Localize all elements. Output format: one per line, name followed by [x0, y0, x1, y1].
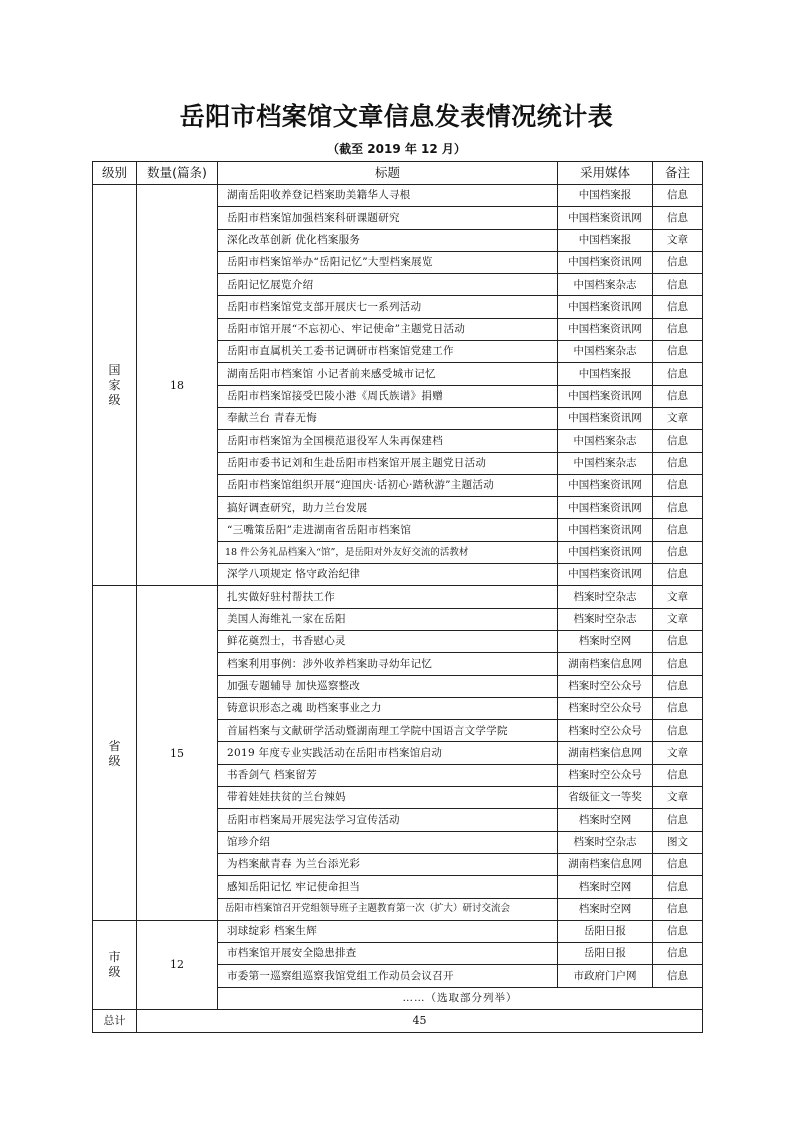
article-title-cell: 岳阳市档案馆为全国模范退役军人朱再保建档: [218, 430, 558, 452]
note-cell: 文章: [653, 608, 703, 630]
article-title-cell: 岳阳记忆展览介绍: [218, 274, 558, 296]
note-cell: 信息: [653, 564, 703, 586]
media-cell: 中国档案杂志: [558, 341, 653, 363]
media-cell: 档案时空网: [558, 898, 653, 920]
article-title-cell: 为档案献青春 为兰台添光彩: [218, 853, 558, 875]
media-cell: 岳阳日报: [558, 943, 653, 965]
header-count: 数量(篇条): [137, 162, 218, 185]
note-cell: 信息: [653, 809, 703, 831]
media-cell: 中国档案资讯网: [558, 385, 653, 407]
article-title-cell: 首届档案与文献研学活动暨湖南理工学院中国语言文学学院: [218, 720, 558, 742]
article-title-cell: 扎实做好驻村帮扶工作: [218, 586, 558, 608]
media-cell: 中国档案资讯网: [558, 497, 653, 519]
table-row: [93, 920, 703, 942]
article-title-cell: 市委第一巡察组巡察我馆党组工作动员会议召开: [218, 965, 558, 987]
article-title-cell: 馆珍介绍: [218, 831, 558, 853]
media-cell: 档案时空杂志: [558, 831, 653, 853]
media-cell: 档案时空杂志: [558, 608, 653, 630]
note-cell: 信息: [653, 251, 703, 273]
media-cell: 中国档案杂志: [558, 274, 653, 296]
note-cell: 文章: [653, 229, 703, 251]
note-cell: 信息: [653, 697, 703, 719]
note-cell: 信息: [653, 185, 703, 207]
media-cell: 档案时空网: [558, 630, 653, 652]
media-cell: 中国档案资讯网: [558, 296, 653, 318]
note-cell: 信息: [653, 898, 703, 920]
note-cell: 信息: [653, 519, 703, 541]
table-row: [93, 586, 703, 608]
article-title-cell: 市档案馆开展安全隐患排查: [218, 943, 558, 965]
note-cell: 信息: [653, 430, 703, 452]
note-cell: 信息: [653, 497, 703, 519]
article-title-cell: 岳阳市档案馆加强档案科研课题研究: [218, 207, 558, 229]
article-title-cell: “三嘴策岳阳”走进湖南省岳阳市档案馆: [218, 519, 558, 541]
article-title-cell: 岳阳市直属机关工委书记调研市档案馆党建工作: [218, 341, 558, 363]
article-title-cell: 深学八项规定 恪守政治纪律: [218, 564, 558, 586]
article-title-cell: 书香剑气 档案留芳: [218, 764, 558, 786]
article-title-cell: 2019 年度专业实践活动在岳阳市档案馆启动: [218, 742, 558, 764]
note-cell: 信息: [653, 920, 703, 942]
media-cell: 中国档案资讯网: [558, 541, 653, 563]
article-title-cell: 岳阳市档案馆党支部开展庆七一系列活动: [218, 296, 558, 318]
article-title-cell: 铸意识形态之魂 助档案事业之力: [218, 697, 558, 719]
note-cell: 信息: [653, 943, 703, 965]
media-cell: 档案时空公众号: [558, 720, 653, 742]
article-title-cell: 奉献兰台 青春无悔: [218, 407, 558, 429]
media-cell: 岳阳日报: [558, 920, 653, 942]
media-cell: 湖南档案信息网: [558, 653, 653, 675]
level-cell: [93, 185, 137, 586]
media-cell: 湖南档案信息网: [558, 742, 653, 764]
article-title-cell: 岳阳市委书记刘和生赴岳阳市档案馆开展主题党日活动: [218, 452, 558, 474]
media-cell: 中国档案报: [558, 185, 653, 207]
media-cell: 省级征文一等奖: [558, 787, 653, 809]
note-cell: 信息: [653, 318, 703, 340]
media-cell: 中国档案资讯网: [558, 407, 653, 429]
note-cell: 信息: [653, 363, 703, 385]
article-title-cell: 加强专题辅导 加快巡察整改: [218, 675, 558, 697]
note-cell: 信息: [653, 876, 703, 898]
media-cell: 档案时空杂志: [558, 586, 653, 608]
note-cell: 信息: [653, 720, 703, 742]
note-cell: 信息: [653, 274, 703, 296]
media-cell: 中国档案资讯网: [558, 207, 653, 229]
article-title-cell: 岳阳市档案馆接受巴陵小港《周氏族谱》捐赠: [218, 385, 558, 407]
media-cell: 市政府门户网: [558, 965, 653, 987]
header-level: 级别: [93, 162, 137, 185]
header-note: 备注: [653, 162, 703, 185]
article-title-cell: 羽球绽彩 档案生辉: [218, 920, 558, 942]
page-title: 岳阳市档案馆文章信息发表情况统计表: [179, 102, 614, 131]
count-cell: 15: [137, 586, 218, 920]
article-title-cell: 档案利用事例：涉外收养档案助寻幼年记忆: [218, 653, 558, 675]
media-cell: 档案时空公众号: [558, 764, 653, 786]
note-cell: 信息: [653, 541, 703, 563]
level-label: 国 家 级: [108, 363, 121, 408]
media-cell: 档案时空公众号: [558, 697, 653, 719]
media-cell: 中国档案报: [558, 363, 653, 385]
note-cell: 信息: [653, 853, 703, 875]
note-cell: 信息: [653, 207, 703, 229]
note-cell: 信息: [653, 452, 703, 474]
note-cell: 文章: [653, 787, 703, 809]
article-title-cell: 感知岳阳记忆 牢记使命担当: [218, 876, 558, 898]
media-cell: 中国档案资讯网: [558, 474, 653, 496]
header-title: 标题: [218, 162, 558, 185]
media-cell: 中国档案资讯网: [558, 564, 653, 586]
article-title-cell: 岳阳市档案局开展宪法学习宣传活动: [218, 809, 558, 831]
media-cell: 档案时空网: [558, 876, 653, 898]
note-cell: 信息: [653, 474, 703, 496]
media-cell: 中国档案资讯网: [558, 318, 653, 340]
media-cell: 中国档案杂志: [558, 430, 653, 452]
media-cell: 中国档案资讯网: [558, 251, 653, 273]
table-body: [93, 185, 703, 1033]
note-cell: 文章: [653, 742, 703, 764]
article-title-cell: 18 件公务礼品档案入“馆”，是岳阳对外友好交流的活教材: [218, 541, 558, 563]
note-cell: 信息: [653, 341, 703, 363]
article-title-cell: 湖南岳阳市档案馆 小记者前来感受城市记忆: [218, 363, 558, 385]
partial-list-note: ……（选取部分列举）: [218, 987, 703, 1009]
media-cell: 档案时空公众号: [558, 675, 653, 697]
media-cell: 中国档案资讯网: [558, 519, 653, 541]
media-cell: 湖南档案信息网: [558, 853, 653, 875]
count-cell: 12: [137, 920, 218, 1009]
note-cell: 图文: [653, 831, 703, 853]
level-label: 市 级: [108, 950, 121, 980]
note-cell: 信息: [653, 675, 703, 697]
total-label: 总计: [93, 1009, 137, 1032]
article-title-cell: 鲜花奠烈士，书香慰心灵: [218, 630, 558, 652]
level-label: 省 级: [108, 738, 121, 768]
note-cell: 信息: [653, 653, 703, 675]
media-cell: 档案时空网: [558, 809, 653, 831]
note-cell: 信息: [653, 296, 703, 318]
media-cell: 中国档案报: [558, 229, 653, 251]
header-media: 采用媒体: [558, 162, 653, 185]
article-title-cell: 岳阳市档案馆举办“岳阳记忆”大型档案展览: [218, 251, 558, 273]
article-title-cell: 深化改革创新 优化档案服务: [218, 229, 558, 251]
table-row: [93, 185, 703, 207]
article-title-cell: 搞好调查研究，助力兰台发展: [218, 497, 558, 519]
note-cell: 信息: [653, 630, 703, 652]
article-title-cell: 岳阳市档案馆召开党组领导班子主题教育第一次（扩大）研讨交流会: [218, 898, 558, 920]
article-title-cell: 湖南岳阳收养登记档案助美籍华人寻根: [218, 185, 558, 207]
media-cell: 中国档案杂志: [558, 452, 653, 474]
article-title-cell: 带着娃娃扶贫的兰台辣妈: [218, 787, 558, 809]
total-value: 45: [137, 1009, 703, 1032]
article-title-cell: 岳阳市馆开展“不忘初心、牢记使命”主题党日活动: [218, 318, 558, 340]
note-cell: 信息: [653, 965, 703, 987]
note-cell: 文章: [653, 407, 703, 429]
level-cell: [93, 586, 137, 920]
level-cell: [93, 920, 137, 1009]
article-title-cell: 岳阳市档案馆组织开展“迎国庆·话初心·踏秋游”主题活动: [218, 474, 558, 496]
header-row: [93, 162, 703, 185]
note-cell: 信息: [653, 764, 703, 786]
total-row: [93, 1009, 703, 1032]
article-title-cell: 美国人海维礼一家在岳阳: [218, 608, 558, 630]
count-cell: 18: [137, 185, 218, 586]
page-subtitle: （截至 2019 年 12 月）: [327, 142, 466, 156]
note-cell: 文章: [653, 586, 703, 608]
statistics-table: [92, 161, 703, 1033]
note-cell: 信息: [653, 385, 703, 407]
